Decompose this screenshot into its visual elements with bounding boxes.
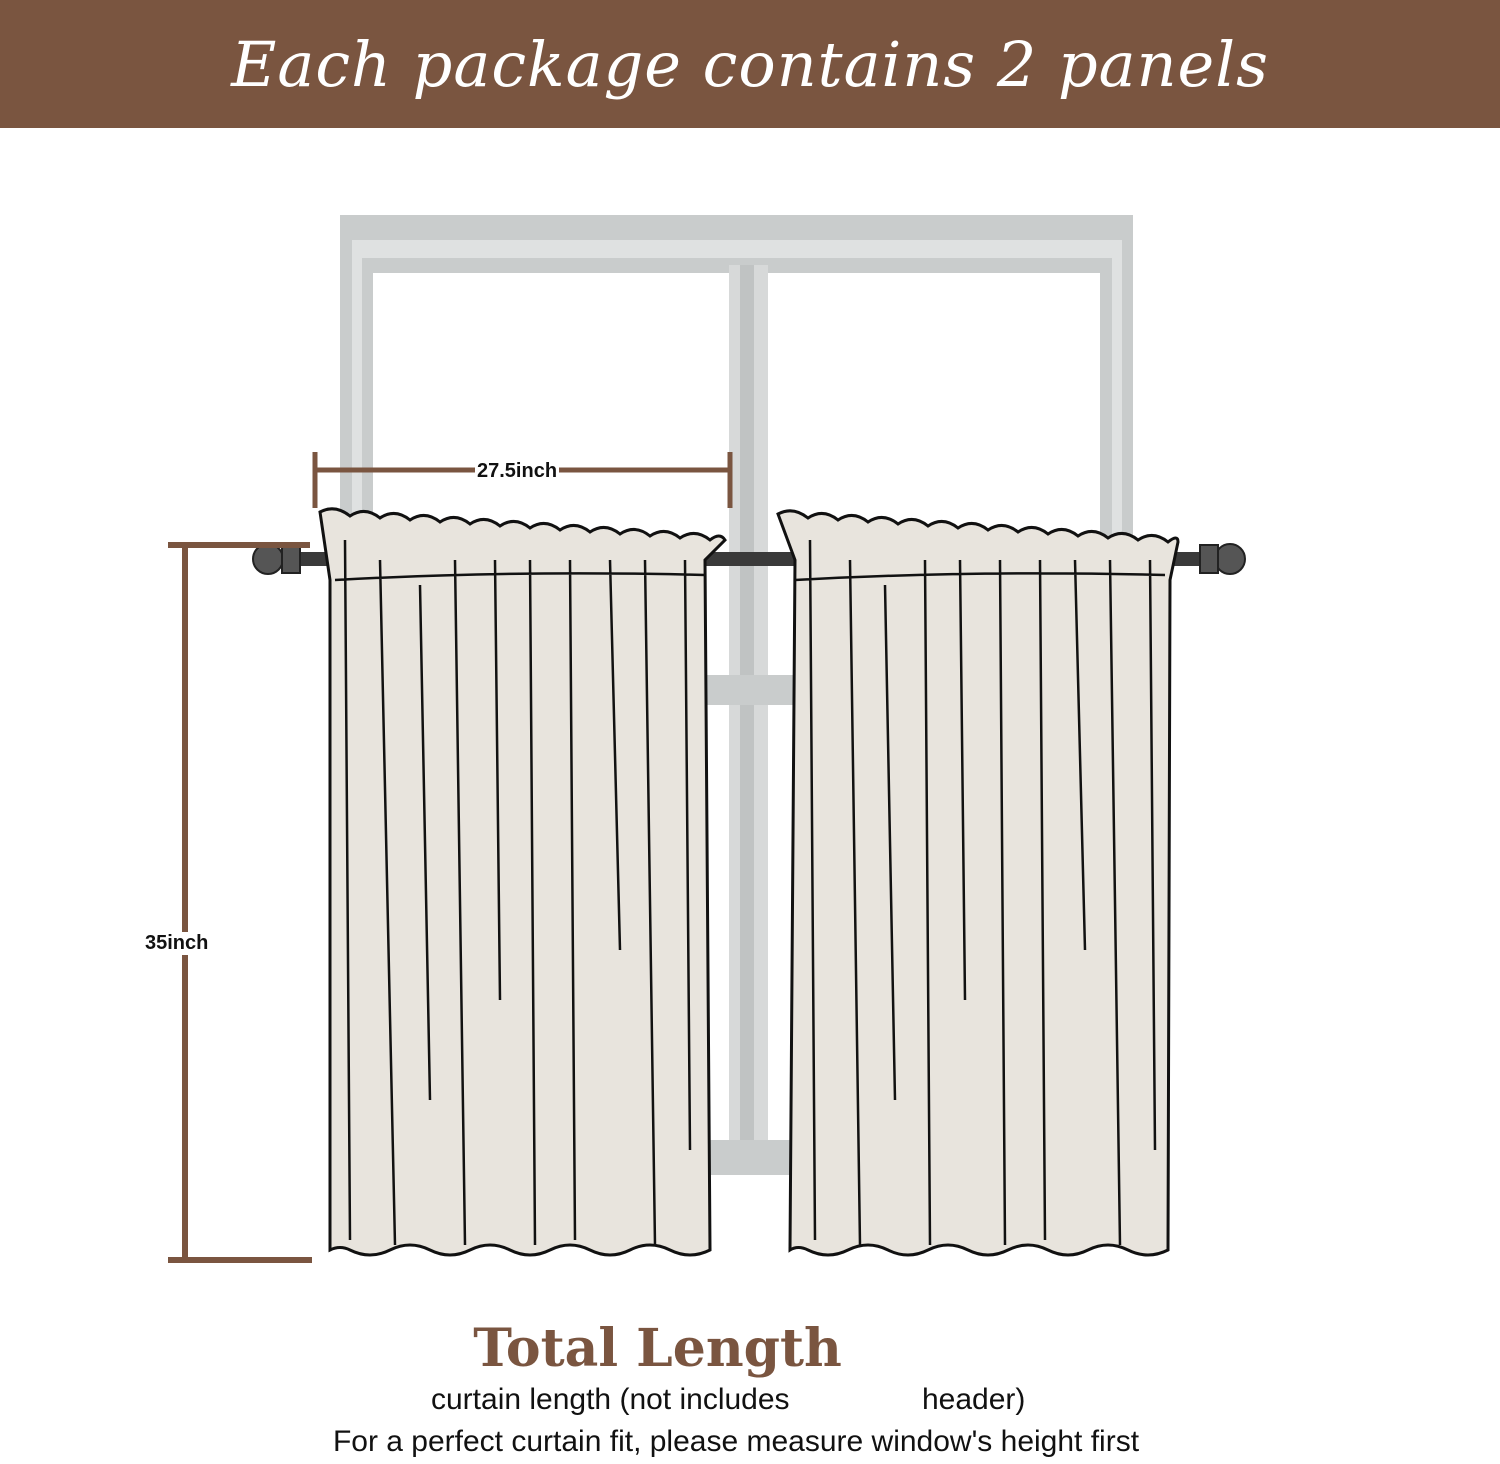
left-curtain-panel [320,509,725,1255]
width-label: 27.5inch [477,460,558,482]
note-part1: curtain length (not includes [431,1383,790,1416]
header-title: Each package contains 2 panels [231,27,1269,101]
length-label: 35inch [145,932,209,954]
length-dimension-line [168,545,312,1260]
measure-instruction: For a perfect curtain fit, please measure window's height first [332,1425,1140,1458]
right-curtain-panel [778,511,1178,1255]
total-length-heading: Total Length [473,1318,842,1379]
note-part2: header) [922,1383,1026,1416]
